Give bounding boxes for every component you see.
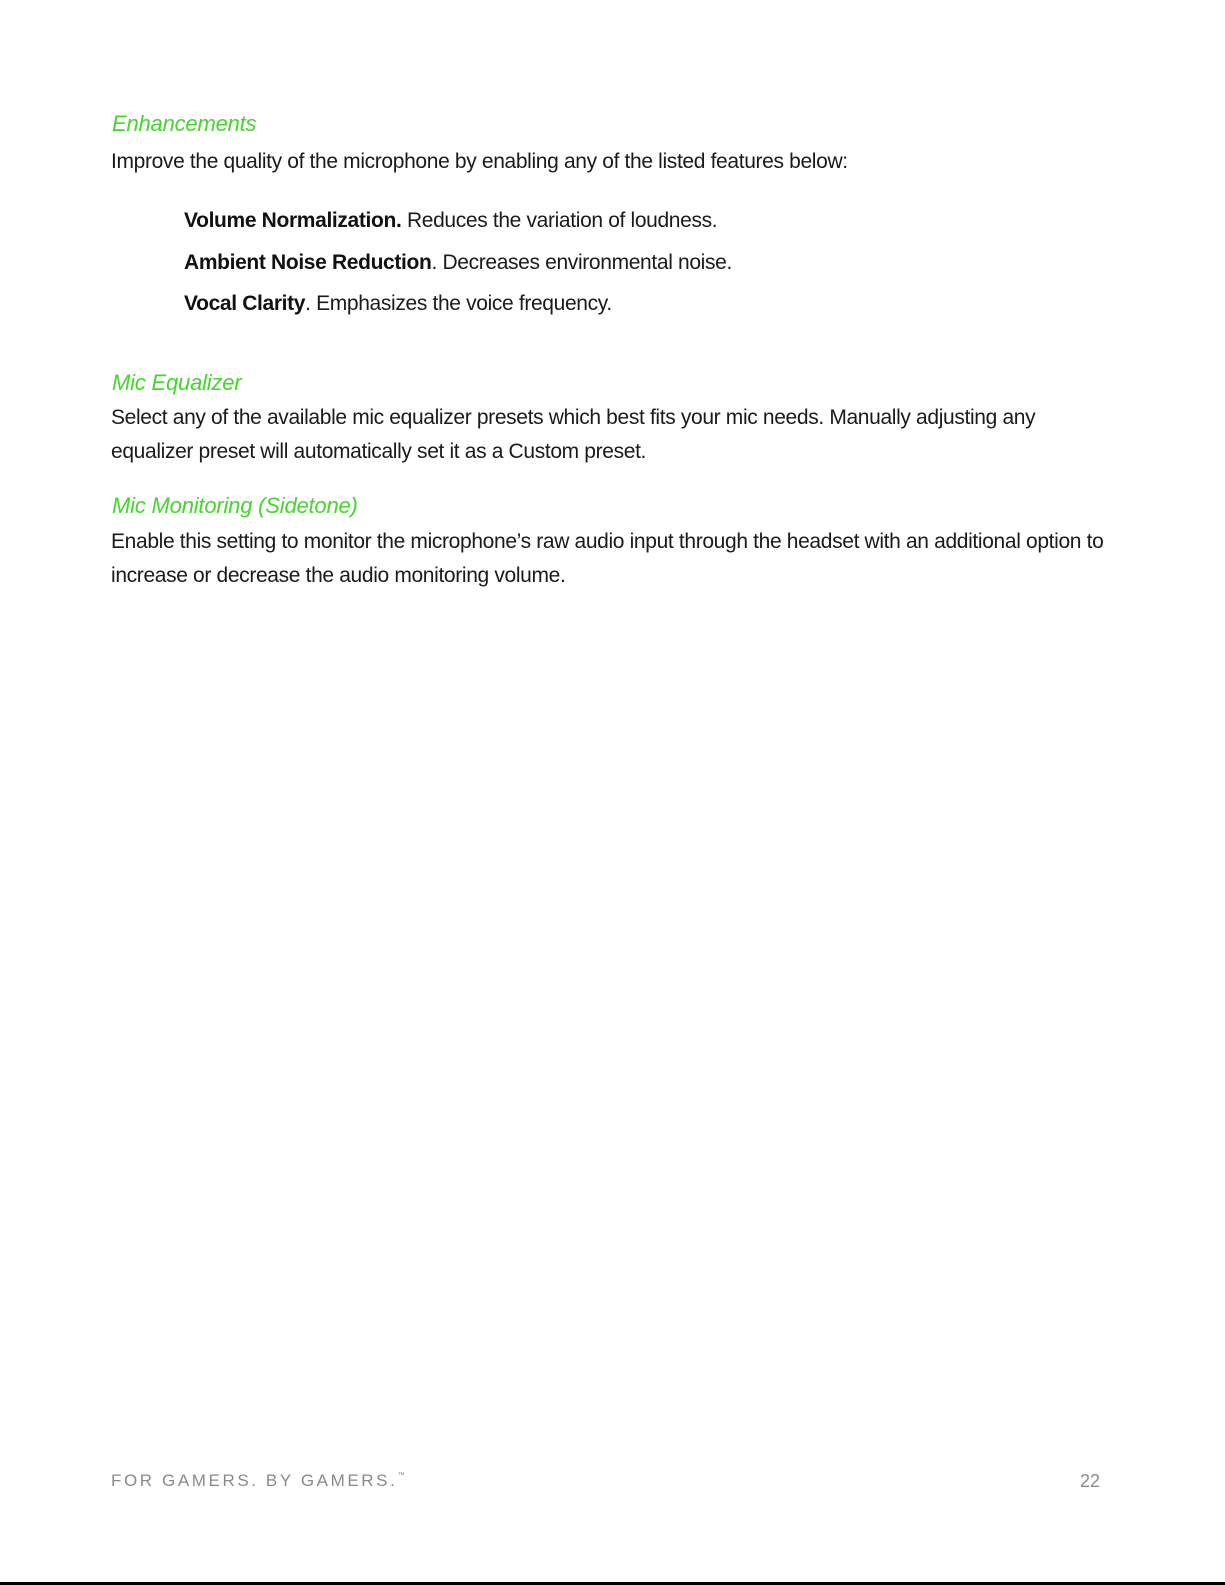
feature-vocal-clarity: [184, 292, 612, 316]
enhancements-heading: Enhancements: [112, 111, 257, 136]
feature-term: Volume Normalization.: [184, 209, 402, 232]
enhancements-intro: Improve the quality of the microphone by enabling any of the listed features below:: [111, 150, 848, 173]
feature-term: Ambient Noise Reduction: [184, 251, 432, 274]
feature-description: . Decreases environmental noise.: [431, 251, 732, 274]
footer-tagline-text: FOR GAMERS. BY GAMERS.: [111, 1471, 398, 1490]
trademark-symbol: ™: [397, 1472, 405, 1479]
mic-equalizer-heading: Mic Equalizer: [112, 370, 242, 395]
feature-description: . Emphasizes the voice frequency.: [305, 292, 612, 315]
footer-tagline: [111, 1471, 404, 1491]
mic-equalizer-body: Select any of the available mic equalizer presets which best fits your mic needs. Manually adjusting any equalizer preset will automatically set it as a Custom preset.: [111, 406, 1036, 463]
mic-monitoring-body: Enable this setting to monitor the microphone’s raw audio input through the headset with an additional option to increase or decrease the audio monitoring volume.: [111, 530, 1104, 587]
feature-term: Vocal Clarity: [184, 292, 306, 315]
feature-description: Reduces the variation of loudness.: [401, 209, 718, 232]
page-number: 22: [1079, 1471, 1100, 1491]
feature-volume-normalization: [184, 209, 717, 233]
feature-ambient-noise-reduction: [184, 251, 732, 275]
mic-monitoring-heading: Mic Monitoring (Sidetone): [112, 493, 358, 518]
